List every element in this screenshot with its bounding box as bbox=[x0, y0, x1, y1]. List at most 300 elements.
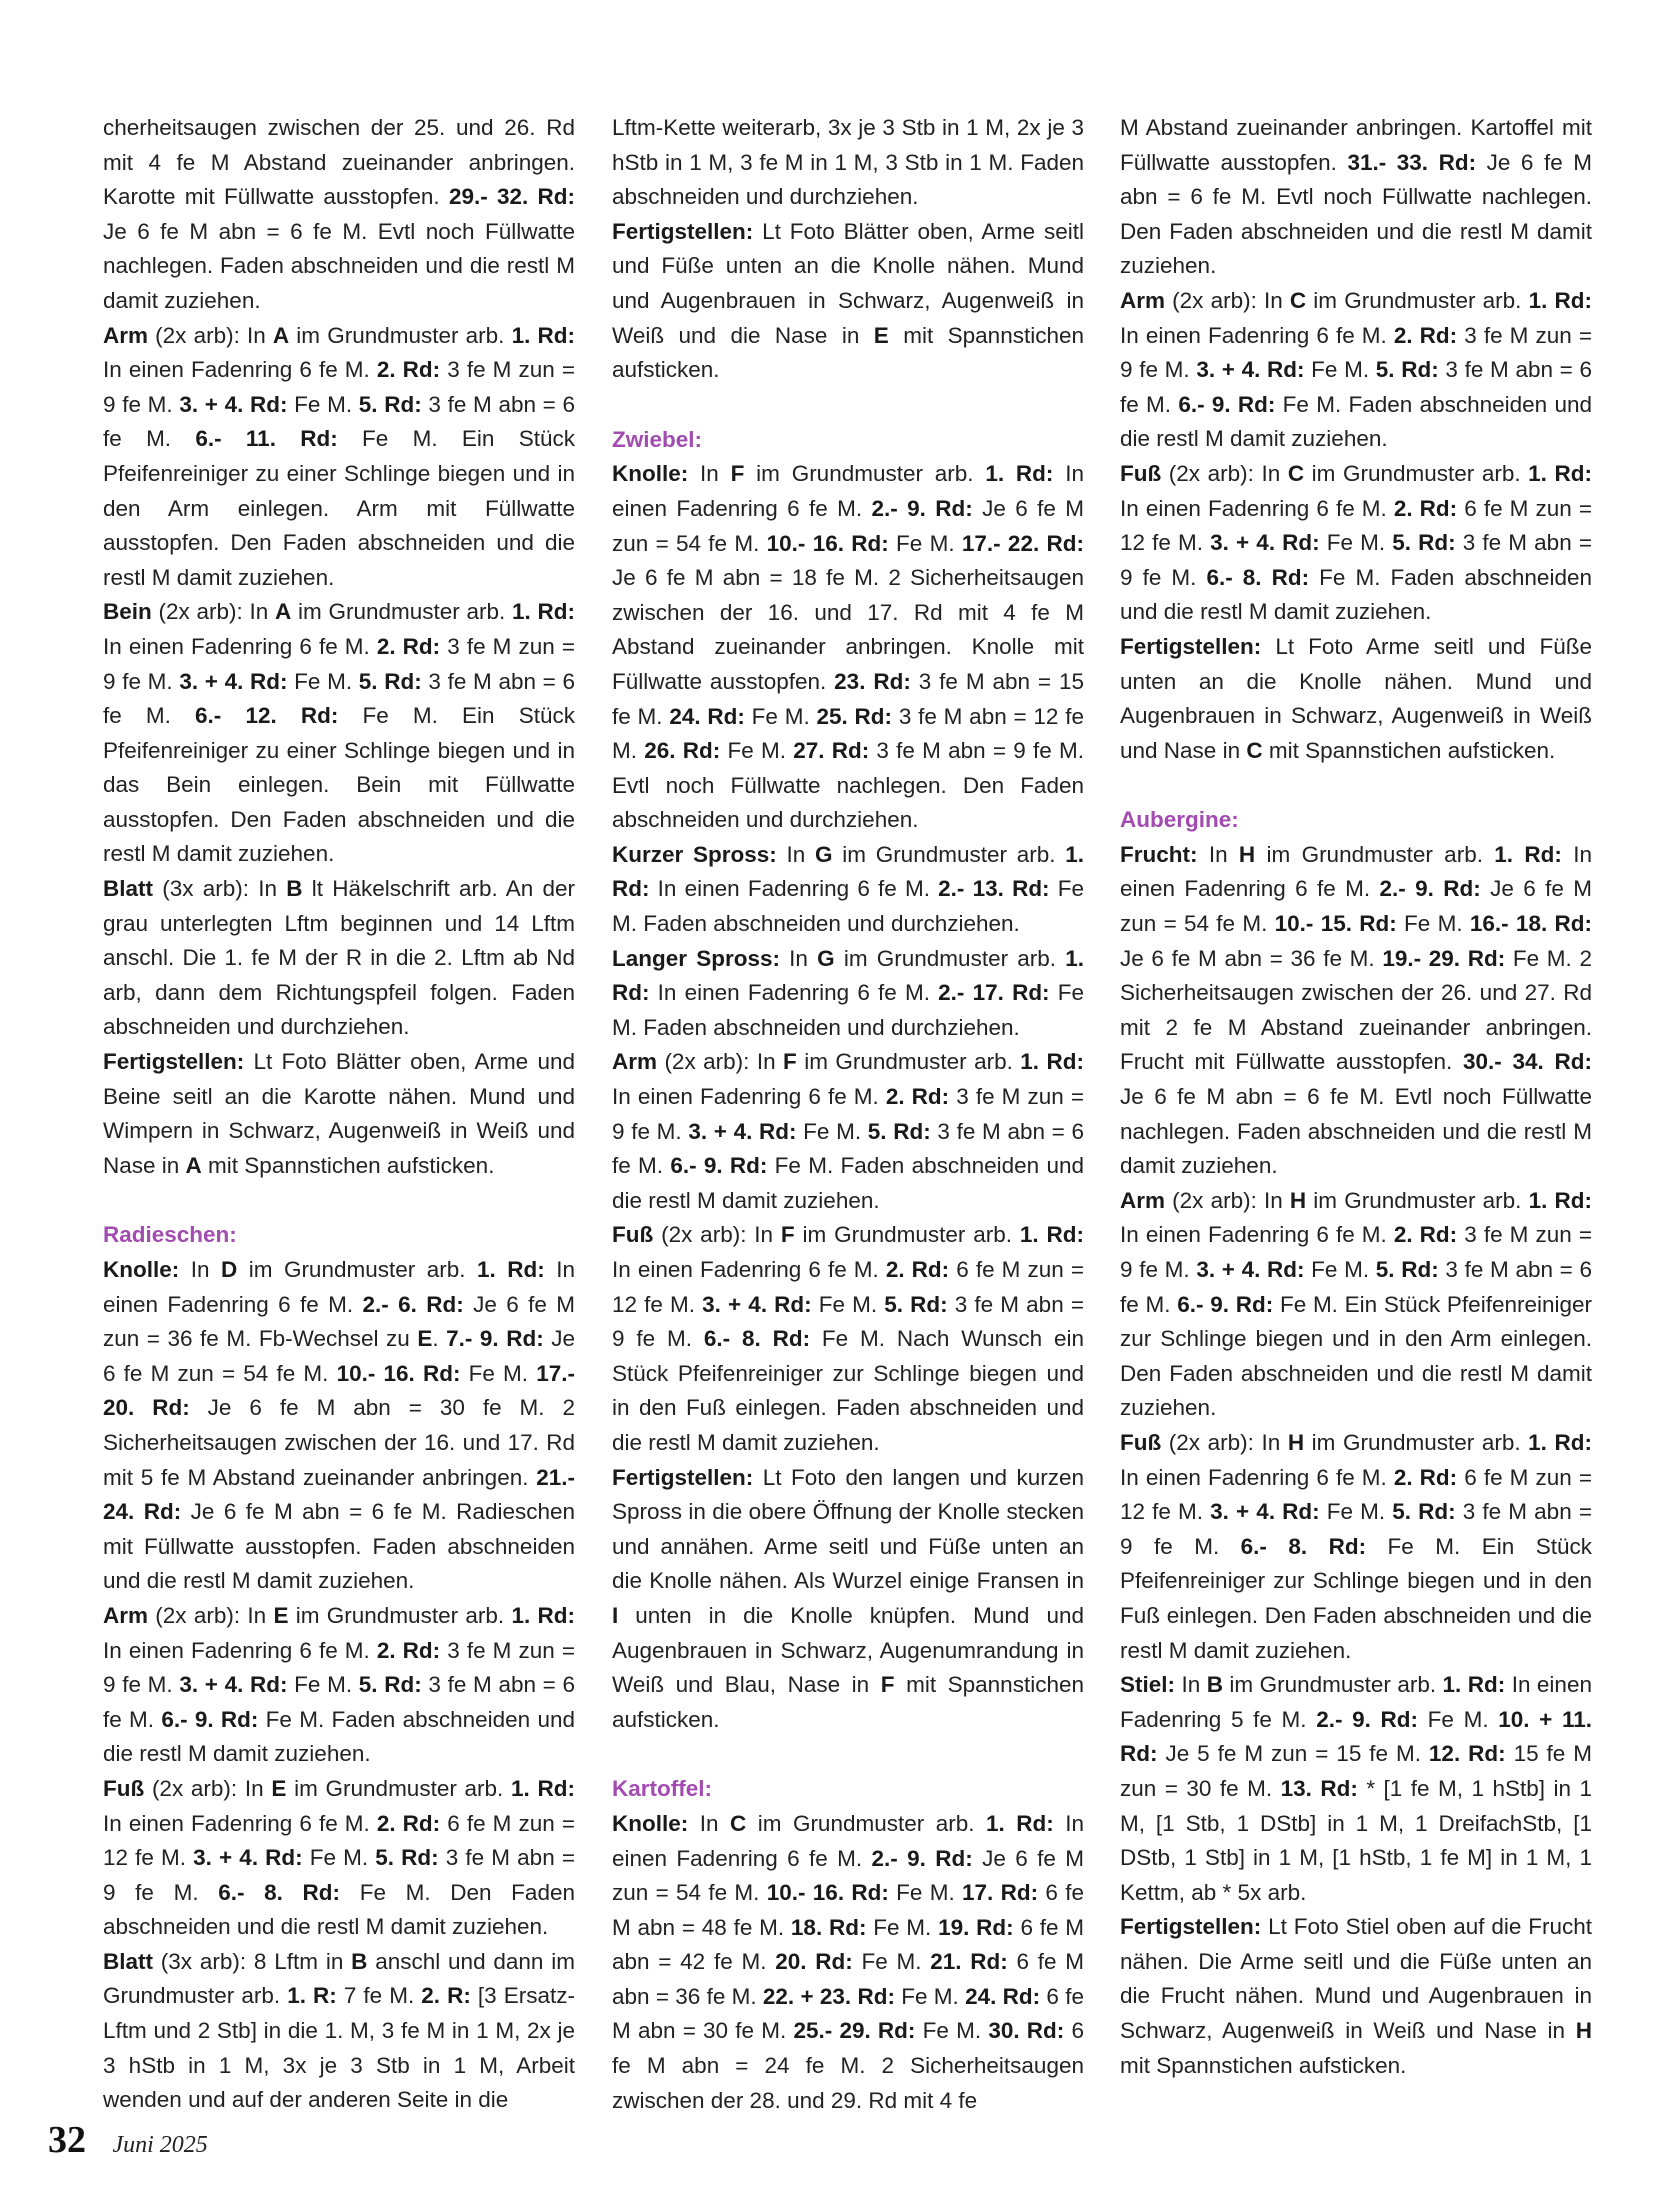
text-run: Fe M. Faden abschneiden und durchziehen. bbox=[612, 980, 1084, 1040]
bold-label: E bbox=[273, 1602, 289, 1628]
text-run: Fe M. bbox=[1319, 530, 1393, 556]
text-run: In einen Fadenring 6 fe M. bbox=[1120, 1222, 1394, 1248]
bold-label: 1. Rd: bbox=[985, 1810, 1054, 1836]
bold-label: Fuß bbox=[1120, 460, 1162, 486]
bold-label: Stiel: bbox=[1120, 1672, 1176, 1698]
bold-label: C bbox=[729, 1810, 747, 1836]
bold-label: 6.- 8. Rd: bbox=[218, 1879, 341, 1905]
text-run: Fe M. bbox=[302, 1845, 376, 1871]
text-run: In einen Fadenring 6 fe M. bbox=[649, 980, 939, 1006]
text-run: Fe M. Faden abschneiden und die restl M damit zuziehen. bbox=[103, 1706, 576, 1767]
bold-label: A bbox=[272, 322, 290, 348]
text-run: 6 fe M zun = 12 fe M. bbox=[1120, 1464, 1592, 1525]
text-run: In einen Fadenring 6 fe M. bbox=[103, 1257, 575, 1317]
paragraph bbox=[612, 838, 1084, 942]
text-run: (2x arb): In bbox=[1165, 287, 1290, 313]
paragraph bbox=[612, 942, 1084, 1046]
text-run: im Grundmuster arb. bbox=[1306, 1187, 1529, 1213]
bold-label: Arm bbox=[1120, 1187, 1166, 1213]
text-run: (2x arb): In bbox=[653, 1222, 781, 1248]
bold-label: Frucht: bbox=[1120, 841, 1198, 867]
text-run: im Grundmuster arb. bbox=[288, 1602, 512, 1628]
text-run: [3 Ersatz-Lftm und 2 Stb] in die 1. M, 3 fe M in 1 M, 2x je 3 hStb in 1 M, 3x je 3 Stb in 1 M, Arbeit wenden und auf der anderen Seite in die bbox=[103, 1983, 575, 2113]
text-run: 3 fe M abn = 6 fe M. bbox=[103, 668, 575, 729]
bold-label: 3. + 4. Rd: bbox=[179, 1672, 288, 1698]
text-run: (2x arb): In bbox=[148, 1602, 274, 1628]
text-run: 3 fe M zun = 9 fe M. bbox=[612, 1084, 1084, 1144]
bold-label: 17.- 22. Rd: bbox=[961, 530, 1084, 556]
text-run: im Grundmuster arb. bbox=[746, 1810, 986, 1836]
bold-label: 6.- 9. Rd: bbox=[1177, 1291, 1274, 1317]
text-run: Fe M. Nach Wunsch ein Stück Pfeifenreiniger zur Schlinge biegen und in den Fuß einlegen. Faden abschneiden und die restl M damit zuziehen. bbox=[612, 1326, 1084, 1455]
text-run: Fe M. Faden abschneiden und durchziehen. bbox=[612, 876, 1084, 937]
text-run: 6 fe M abn = 24 fe M. 2 Sicherheitsaugen zwischen der 28. und 29. Rd mit 4 fe bbox=[612, 2018, 1085, 2113]
bold-label: D bbox=[220, 1257, 238, 1282]
text-run: im Grundmuster arb. bbox=[1255, 841, 1495, 867]
text-run: (2x arb): In bbox=[657, 1049, 784, 1075]
text-run: Lt Foto Blätter oben, Arme seitl und Füße unten an die Knolle nähen. Mund und Augenbrauen in Schwarz, Augenweiß in Weiß und die Nase in bbox=[612, 218, 1084, 348]
paragraph bbox=[1120, 838, 1592, 1184]
paragraph bbox=[103, 1599, 575, 1772]
bold-label: 26. Rd: bbox=[644, 738, 721, 764]
text-run: Fe M. bbox=[1418, 1706, 1499, 1732]
text-run: In einen Fadenring 6 fe M. bbox=[1120, 495, 1394, 521]
bold-label: Fertigstellen: bbox=[103, 1049, 245, 1075]
bold-label: 1. Rd: bbox=[612, 945, 1084, 1006]
text-run: 7 fe M. bbox=[336, 1983, 422, 2009]
text-run: Je 5 fe M zun = 15 fe M. bbox=[1157, 1741, 1429, 1767]
bold-label: 5. Rd: bbox=[358, 391, 422, 417]
bold-label: Arm bbox=[612, 1049, 658, 1075]
paragraph bbox=[103, 1945, 575, 2118]
text-run: im Grundmuster arb. bbox=[1304, 460, 1529, 486]
text-run: (3x arb): In bbox=[153, 876, 287, 902]
paragraph bbox=[612, 1218, 1084, 1460]
text-run: mit Spannstichen aufsticken. bbox=[612, 1672, 1084, 1732]
bold-label: 2.- 9. Rd: bbox=[871, 495, 973, 521]
bold-label: 2. Rd: bbox=[1393, 1464, 1458, 1490]
bold-label: 31.- 33. Rd: bbox=[1347, 149, 1477, 175]
text-run: Lftm-Kette weiterarb, 3x je 3 Stb in 1 M, 2x je 3 hStb in 1 M, 3 fe M in 1 M, 3 Stb in 1 M. Faden abschneiden und durchziehen. bbox=[612, 115, 1084, 210]
text-run: Je 6 fe M abn = 6 fe M. Evtl noch Füllwatte nachlegen. Faden abschneiden und die restl M damit zuziehen. bbox=[103, 218, 575, 313]
text-run: 3 fe M zun = 9 fe M. bbox=[103, 1637, 575, 1698]
bold-label: 1. R: bbox=[287, 1983, 337, 2009]
text-run: In einen Fadenring 6 fe M. bbox=[1120, 322, 1394, 348]
text-run: (2x arb): In bbox=[144, 1775, 272, 1801]
bold-label: 5. Rd: bbox=[1375, 357, 1439, 383]
text-run: cherheitsaugen zwischen der 25. und 26. Rd mit 4 fe M Abstand zueinander anbringen. Karotte mit Füllwatte ausstopfen. bbox=[103, 115, 575, 210]
text-run: 6 fe M abn = 36 fe M. bbox=[612, 1949, 1084, 2009]
bold-label: 29.- 32. Rd: bbox=[448, 184, 575, 210]
bold-label: E bbox=[873, 322, 889, 348]
bold-label: F bbox=[730, 461, 745, 487]
text-run: 6 fe M abn = 30 fe M. bbox=[612, 1983, 1084, 2044]
bold-label: 24. Rd: bbox=[669, 703, 745, 729]
bold-label: 2.- 9. Rd: bbox=[1379, 876, 1481, 902]
bold-label: E bbox=[271, 1775, 287, 1801]
text-run: Je 6 fe M abn = 30 fe M. 2 Sicherheitsaugen zwischen der 16. und 17. Rd mit 5 fe M Abstand zueinander anbringen. bbox=[103, 1395, 575, 1490]
bold-label: 5. Rd: bbox=[358, 1672, 422, 1698]
bold-label: 1. Rd: bbox=[1494, 841, 1562, 867]
bold-label: Langer Spross: bbox=[612, 945, 780, 971]
bold-label: 3. + 4. Rd: bbox=[179, 668, 288, 694]
bold-label: 5. Rd: bbox=[1375, 1257, 1439, 1282]
bold-label: 3. + 4. Rd: bbox=[688, 1118, 797, 1144]
text-run: (2x arb): In bbox=[148, 322, 273, 348]
text-run: In einen Fadenring 6 fe M. bbox=[103, 357, 377, 383]
bold-label: 1. Rd: bbox=[476, 1257, 545, 1282]
bold-label: Kurzer Spross: bbox=[612, 841, 777, 867]
text-run: Fe M. Ein Stück Pfeifenreiniger zu einer Schlinge biegen und in das Bein einlegen. Bein mit Füllwatte ausstopfen. Den Faden abschneiden und die restl M damit zuziehen. bbox=[103, 703, 575, 867]
paragraph bbox=[1120, 630, 1592, 768]
text-run: In bbox=[688, 1810, 730, 1836]
text-run: anschl und dann im Grundmuster arb. bbox=[103, 1948, 575, 2009]
section-heading: Zwiebel: bbox=[612, 426, 703, 452]
paragraph bbox=[1120, 111, 1592, 284]
text-run: In einen Fadenring 6 fe M. bbox=[1120, 1464, 1394, 1490]
text-run: Lt Foto Stiel oben auf die Frucht nähen. Die Arme seitl und die Füße unten an die Frucht nähen. Mund und Augenbrauen in Schwarz, Augenweiß in Weiß und Nase in bbox=[1120, 1914, 1592, 2044]
text-run: Je 6 fe M abn = 6 fe M. Evtl noch Füllwatte nachlegen. Den Faden abschneiden und die restl M damit zuziehen. bbox=[1120, 149, 1592, 279]
bold-label: 2. Rd: bbox=[885, 1257, 950, 1282]
page-footer bbox=[48, 2118, 208, 2162]
text-run: Fe M. bbox=[744, 703, 817, 729]
text-run: (2x arb): In bbox=[1161, 1429, 1288, 1455]
text-run: 3 fe M abn = 9 fe M. Evtl noch Füllwatte nachlegen. Den Faden abschneiden und durchziehen. bbox=[612, 738, 1085, 833]
text-run: 6 fe M zun = 12 fe M. bbox=[1120, 495, 1592, 556]
bold-label: H bbox=[1238, 841, 1256, 867]
text-run: (2x arb): In bbox=[1165, 1187, 1290, 1213]
bold-label: Fuß bbox=[612, 1222, 654, 1248]
bold-label: 3. + 4. Rd: bbox=[1210, 1499, 1320, 1525]
text-run: In einen Fadenring 6 fe M. bbox=[103, 1637, 377, 1663]
bold-label: 2.- 6. Rd: bbox=[362, 1291, 464, 1317]
text-run: im Grundmuster arb. bbox=[832, 841, 1066, 867]
text-run: Fe M. 2 Sicherheitsaugen zwischen der 26. und 27. Rd mit 2 fe M Abstand zueinander anbringen. Frucht mit Füllwatte ausstopfen. bbox=[1120, 945, 1592, 1075]
text-run: unten in die Knolle knüpfen. Mund und Augenbrauen in Schwarz, Augenumrandung in Weiß und Blau, Nase in bbox=[612, 1602, 1084, 1698]
text-run: In bbox=[688, 461, 731, 487]
text-run: 3 fe M abn = 6 fe M. bbox=[103, 1672, 575, 1732]
text-run: mit Spannstichen aufsticken. bbox=[201, 1152, 495, 1178]
bold-label: 1. Rd: bbox=[1019, 1222, 1084, 1248]
text-run: Fe M. Faden abschneiden und die restl M damit zuziehen. bbox=[612, 1153, 1085, 1213]
text-run: mit Spannstichen aufsticken. bbox=[612, 322, 1084, 383]
text-run: 3 fe M zun = 9 fe M. bbox=[1120, 322, 1592, 383]
bold-label: Fuß bbox=[1120, 1429, 1162, 1455]
paragraph bbox=[103, 1253, 575, 1599]
bold-label: Fuß bbox=[103, 1775, 145, 1801]
bold-label: B bbox=[351, 1948, 368, 1974]
text-run: In einen Fadenring 5 fe M. bbox=[1120, 1672, 1592, 1732]
bold-label: Fertigstellen: bbox=[612, 218, 754, 244]
paragraph bbox=[612, 457, 1084, 838]
bold-label: 6.- 9. Rd: bbox=[161, 1706, 259, 1732]
bold-label: 2. Rd: bbox=[376, 1810, 441, 1836]
text-column-2 bbox=[612, 111, 1084, 2118]
bold-label: 25.- 29. Rd: bbox=[793, 2018, 916, 2044]
bold-label: G bbox=[817, 945, 835, 971]
bold-label: Fertigstellen: bbox=[1120, 633, 1262, 659]
text-run: Fe M. bbox=[796, 1118, 868, 1144]
text-run: M Abstand zueinander anbringen. Kartoffel mit Füllwatte ausstopfen. bbox=[1120, 115, 1592, 175]
text-run: 3 fe M abn = 6 fe M. bbox=[612, 1118, 1084, 1179]
bold-label: 1. Rd: bbox=[511, 1602, 575, 1628]
bold-label: 2. R: bbox=[421, 1983, 471, 2009]
bold-label: 19.- 29. Rd: bbox=[1382, 945, 1506, 971]
text-run: Fe M. bbox=[460, 1360, 537, 1386]
bold-label: 23. Rd: bbox=[834, 668, 911, 694]
text-run: 3 fe M abn = 9 fe M. bbox=[612, 1291, 1084, 1352]
text-run: In einen Fadenring 6 fe M. bbox=[103, 1810, 377, 1836]
text-run: 3 fe M abn = 9 fe M. bbox=[1120, 1499, 1592, 1559]
bold-label: B bbox=[286, 876, 303, 902]
bold-label: 3. + 4. Rd: bbox=[179, 391, 288, 417]
text-run: Je 6 fe M zun = 54 fe M. bbox=[1120, 876, 1592, 937]
bold-label: 25. Rd: bbox=[816, 703, 893, 729]
bold-label: 10.- 16. Rd: bbox=[766, 530, 889, 556]
bold-label: 6.- 9. Rd: bbox=[1178, 391, 1276, 417]
text-run: Fe M. bbox=[1304, 1257, 1376, 1282]
text-run: Fe M. bbox=[915, 2018, 989, 2044]
text-run: Fe M. bbox=[1396, 911, 1470, 937]
text-run: Fe M. bbox=[894, 1983, 966, 2009]
bold-label: 10.- 15. Rd: bbox=[1274, 911, 1397, 937]
paragraph bbox=[612, 1461, 1084, 1738]
bold-label: 1. Rd: bbox=[511, 1775, 575, 1801]
bold-label: Blatt bbox=[103, 876, 153, 902]
bold-label: 3. + 4. Rd: bbox=[1196, 1257, 1305, 1282]
bold-label: 13. Rd: bbox=[1280, 1775, 1358, 1801]
bold-label: Fertigstellen: bbox=[1120, 1914, 1262, 1940]
bold-label: C bbox=[1289, 287, 1307, 313]
bold-label: 2. Rd: bbox=[1393, 322, 1458, 348]
bold-label: G bbox=[814, 841, 833, 867]
bold-label: 5. Rd: bbox=[1392, 530, 1456, 556]
text-run: Je 6 fe M abn = 6 fe M. Evtl noch Füllwatte nachlegen. Faden abschneiden und die restl M damit zuziehen. bbox=[1120, 1084, 1592, 1179]
text-run: Lt Foto Blätter oben, Arme und Beine seitl an die Karotte nähen. Mund und Wimpern in Schwarz, Augenweiß in Weiß und Nase in bbox=[103, 1049, 575, 1178]
text-run: Fe M. bbox=[888, 530, 962, 556]
text-run: Lt Foto den langen und kurzen Spross in die obere Öffnung der Knolle stecken und annähen. Arme seitl und Füße unten an die Knolle nähen. Als Wurzel einige Fransen in bbox=[612, 1464, 1084, 1594]
text-run: In bbox=[776, 841, 815, 867]
paragraph bbox=[612, 1807, 1084, 2118]
text-run: im Grundmuster arb. bbox=[834, 945, 1066, 971]
bold-label: Knolle: bbox=[612, 1810, 689, 1836]
text-run: 6 fe M abn = 42 fe M. bbox=[612, 1914, 1085, 1975]
bold-label: 1. Rd: bbox=[985, 461, 1054, 487]
text-run: Fe M. bbox=[811, 1291, 885, 1317]
text-run: Fe M. bbox=[866, 1914, 939, 1940]
text-run: im Grundmuster arb. bbox=[744, 461, 986, 487]
text-run: im Grundmuster arb. bbox=[796, 1049, 1021, 1075]
text-run: Je 6 fe M abn = 36 fe M. bbox=[1120, 945, 1383, 971]
text-run: Lt Foto Arme seitl und Füße unten an die Knolle nähen. Mund und Augenbrauen in Schwarz, Augenweiß in Weiß und Nase in bbox=[1120, 633, 1592, 763]
bold-label: 19. Rd: bbox=[938, 1914, 1014, 1940]
text-run: In bbox=[179, 1257, 221, 1282]
bold-label: 30.- 34. Rd: bbox=[1463, 1049, 1592, 1075]
paragraph bbox=[1120, 284, 1592, 457]
text-run: Fe M. Ein Stück Pfeifenreiniger zur Schlinge biegen und in den Arm einlegen. Den Faden abschneiden und die restl M damit zuziehen. bbox=[1120, 1291, 1593, 1421]
text-run: 3 fe M abn = 12 fe M. bbox=[612, 703, 1084, 764]
bold-label: C bbox=[1287, 460, 1305, 486]
bold-label: 16.- 18. Rd: bbox=[1469, 911, 1592, 937]
bold-label: 6.- 9. Rd: bbox=[670, 1153, 768, 1179]
bold-label: B bbox=[1206, 1672, 1223, 1698]
bold-label: 1. Rd: bbox=[1020, 1049, 1084, 1075]
text-run: mit Spannstichen aufsticken. bbox=[1262, 737, 1556, 763]
bold-label: 10.- 16. Rd: bbox=[336, 1360, 461, 1386]
text-run: im Grundmuster arb. bbox=[1222, 1672, 1443, 1698]
text-run: . bbox=[432, 1326, 447, 1352]
text-run: Fe M. Faden abschneiden und die restl M damit zuziehen. bbox=[1120, 391, 1593, 452]
bold-label: 6.- 12. Rd: bbox=[195, 703, 339, 729]
bold-label: 2. Rd: bbox=[376, 1637, 441, 1663]
text-run: Fe M. bbox=[1319, 1499, 1393, 1525]
bold-label: 2. Rd: bbox=[376, 633, 441, 659]
text-run: Fe M. bbox=[287, 668, 359, 694]
text-run: im Grundmuster arb. bbox=[291, 599, 512, 625]
paragraph bbox=[612, 1045, 1084, 1218]
text-run: In einen Fadenring 6 fe M. bbox=[612, 1257, 886, 1282]
text-run: Fe M. bbox=[720, 738, 794, 764]
bold-label: 1. Rd: bbox=[1442, 1672, 1506, 1698]
section-heading: Kartoffel: bbox=[612, 1776, 712, 1802]
text-run: 3 fe M zun = 9 fe M. bbox=[103, 357, 575, 417]
text-run: mit Spannstichen aufsticken. bbox=[1120, 2052, 1407, 2078]
bold-label: 2. Rd: bbox=[885, 1084, 950, 1110]
text-run: * [1 fe M, 1 hStb] in 1 M, [1 Stb, 1 DStb] in 1 M, 1 DreifachStb, [1 DStb, 1 Stb] in 1 M, [1 hStb, 1 fe M] in 1 M, 1 Kettm, ab * 5x arb. bbox=[1120, 1775, 1593, 1905]
text-run: 3 fe M zun = 9 fe M. bbox=[1120, 1222, 1592, 1282]
bold-label: 5. Rd: bbox=[375, 1845, 439, 1871]
text-run: 6 fe M abn = 48 fe M. bbox=[612, 1880, 1084, 1940]
paragraph bbox=[612, 111, 1084, 215]
text-run: 3 fe M abn = 6 fe M. bbox=[103, 391, 575, 452]
text-run: (2x arb): In bbox=[1161, 460, 1288, 486]
paragraph bbox=[103, 595, 575, 872]
text-run: Je 6 fe M zun = 54 fe M. bbox=[612, 1845, 1084, 1906]
text-run: In einen Fadenring 6 fe M. bbox=[1120, 841, 1592, 902]
bold-label: 2. Rd: bbox=[1393, 1222, 1458, 1248]
text-run: 3 fe M abn = 9 fe M. bbox=[1120, 530, 1592, 590]
paragraph bbox=[103, 872, 575, 1045]
bold-label: 21.- 24. Rd: bbox=[103, 1464, 575, 1525]
bold-label: 2. Rd: bbox=[1393, 495, 1458, 521]
text-run: (2x arb): In bbox=[151, 599, 275, 625]
bold-label: 17.- 20. Rd: bbox=[103, 1360, 575, 1421]
paragraph bbox=[612, 215, 1084, 388]
text-run: Fe M. Ein Stück Pfeifenreiniger zur Schlinge biegen und in den Fuß einlegen. Den Faden abschneiden und die restl M damit zuziehen. bbox=[1120, 1533, 1592, 1663]
bold-label: 5. Rd: bbox=[867, 1118, 931, 1144]
text-run: Fe M. bbox=[852, 1949, 931, 1975]
bold-label: A bbox=[185, 1152, 202, 1178]
paragraph bbox=[1120, 1426, 1592, 1668]
bold-label: Arm bbox=[103, 1602, 149, 1628]
bold-label: 5. Rd: bbox=[884, 1291, 948, 1317]
bold-label: 2.- 9. Rd: bbox=[871, 1845, 973, 1871]
bold-label: 3. + 4. Rd: bbox=[702, 1291, 812, 1317]
text-run: (3x arb): 8 Lftm in bbox=[153, 1948, 352, 1974]
bold-label: 2.- 17. Rd: bbox=[938, 980, 1050, 1006]
text-run: Je 6 fe M zun = 54 fe M. bbox=[103, 1326, 575, 1386]
bold-label: Knolle: bbox=[103, 1257, 180, 1282]
text-run: Fe M. bbox=[287, 391, 359, 417]
bold-label: Knolle: bbox=[612, 461, 689, 487]
bold-label: 5. Rd: bbox=[1392, 1499, 1456, 1525]
bold-label: 22. + 23. Rd: bbox=[762, 1983, 895, 2009]
bold-label: 6.- 8. Rd: bbox=[1206, 564, 1310, 590]
bold-label: 30. Rd: bbox=[988, 2018, 1065, 2044]
text-run: 3 fe M zun = 9 fe M. bbox=[103, 633, 575, 694]
text-run: Je 6 fe M abn = 18 fe M. 2 Sicherheitsaugen zwischen der 16. und 17. Rd mit 4 fe M Abstand zueinander anbringen. Knolle mit Füllwatte ausstopfen. bbox=[612, 565, 1084, 694]
bold-label: F bbox=[780, 1222, 795, 1248]
text-run: Fe M. Ein Stück Pfeifenreiniger zu einer Schlinge biegen und in den Arm einlegen. Arm mit Füllwatte ausstopfen. Den Faden abschneiden und die restl M damit zuziehen. bbox=[103, 426, 575, 590]
bold-label: 1. Rd: bbox=[1528, 460, 1592, 486]
text-run: Fe M. Faden abschneiden und die restl M damit zuziehen. bbox=[1120, 564, 1592, 625]
text-run: im Grundmuster arb. bbox=[286, 1775, 512, 1801]
text-run: In bbox=[1175, 1672, 1207, 1698]
bold-label: H bbox=[1289, 1187, 1307, 1213]
bold-label: Bein bbox=[103, 599, 152, 625]
bold-label: E bbox=[417, 1326, 433, 1352]
text-run: im Grundmuster arb. bbox=[1304, 1429, 1529, 1455]
bold-label: 10. + 11. Rd: bbox=[1120, 1706, 1592, 1767]
bold-label: 2.- 13. Rd: bbox=[938, 876, 1050, 902]
text-run: lt Häkelschrift arb. An der grau unterlegten Lftm beginnen und 14 Lftm anschl. Die 1. fe M der R in die 2. Lftm ab Nd arb, dann dem Richtungspfeil folgen. Faden abschneiden und durchziehen. bbox=[103, 876, 576, 1040]
paragraph bbox=[1120, 1184, 1592, 1426]
bold-label: 1. Rd: bbox=[1528, 287, 1592, 313]
page-number: 32 bbox=[48, 2119, 86, 2161]
text-run: 3 fe M abn = 15 fe M. bbox=[612, 668, 1084, 729]
paragraph bbox=[1120, 1910, 1592, 2083]
bold-label: 1. Rd: bbox=[1528, 1429, 1592, 1455]
text-column-3 bbox=[1120, 111, 1592, 2083]
text-run: im Grundmuster arb. bbox=[794, 1222, 1020, 1248]
bold-label: 3. + 4. Rd: bbox=[1196, 357, 1305, 383]
bold-label: 24. Rd: bbox=[965, 1983, 1041, 2009]
text-run: In einen Fadenring 6 fe M. bbox=[103, 633, 377, 659]
bold-label: H bbox=[1575, 2018, 1592, 2044]
bold-label: 2.- 9. Rd: bbox=[1316, 1706, 1419, 1732]
text-run: im Grundmuster arb. bbox=[237, 1257, 477, 1282]
paragraph bbox=[103, 1045, 575, 1183]
bold-label: 2. Rd: bbox=[376, 357, 441, 383]
bold-label: 18. Rd: bbox=[790, 1914, 867, 1940]
text-run: Fe M. bbox=[888, 1880, 963, 1906]
section-heading: Radieschen: bbox=[103, 1222, 237, 1248]
text-run: Fe M. bbox=[287, 1672, 359, 1698]
bold-label: 3. + 4. Rd: bbox=[1210, 530, 1320, 556]
text-run: In einen Fadenring 6 fe M. bbox=[612, 461, 1084, 521]
bold-label: Arm bbox=[103, 322, 149, 348]
bold-label: 1. Rd: bbox=[512, 599, 575, 625]
text-run: In einen Fadenring 6 fe M. bbox=[649, 876, 939, 902]
text-run: 6 fe M zun = 12 fe M. bbox=[103, 1810, 575, 1871]
bold-label: 12. Rd: bbox=[1428, 1741, 1506, 1767]
bold-label: 3. + 4. Rd: bbox=[193, 1845, 303, 1871]
text-run: 3 fe M abn = 9 fe M. bbox=[103, 1845, 575, 1905]
bold-label: C bbox=[1246, 737, 1263, 763]
paragraph bbox=[103, 111, 575, 319]
text-run: Fe M. Den Faden abschneiden und die restl M damit zuziehen. bbox=[103, 1879, 575, 1940]
text-run: In bbox=[1197, 841, 1239, 867]
text-run: In einen Fadenring 6 fe M. bbox=[612, 1810, 1084, 1871]
bold-label: 5. Rd: bbox=[358, 668, 422, 694]
paragraph bbox=[103, 1772, 575, 1945]
text-run: im Grundmuster arb. bbox=[1306, 287, 1529, 313]
bold-label: Fertigstellen: bbox=[612, 1464, 754, 1490]
bold-label: Arm bbox=[1120, 287, 1166, 313]
bold-label: 21. Rd: bbox=[930, 1949, 1008, 1975]
text-run: Je 6 fe M abn = 6 fe M. Radieschen mit Füllwatte ausstopfen. Faden abschneiden und die restl M damit zuziehen. bbox=[103, 1499, 576, 1594]
bold-label: 6.- 11. Rd: bbox=[195, 426, 338, 452]
